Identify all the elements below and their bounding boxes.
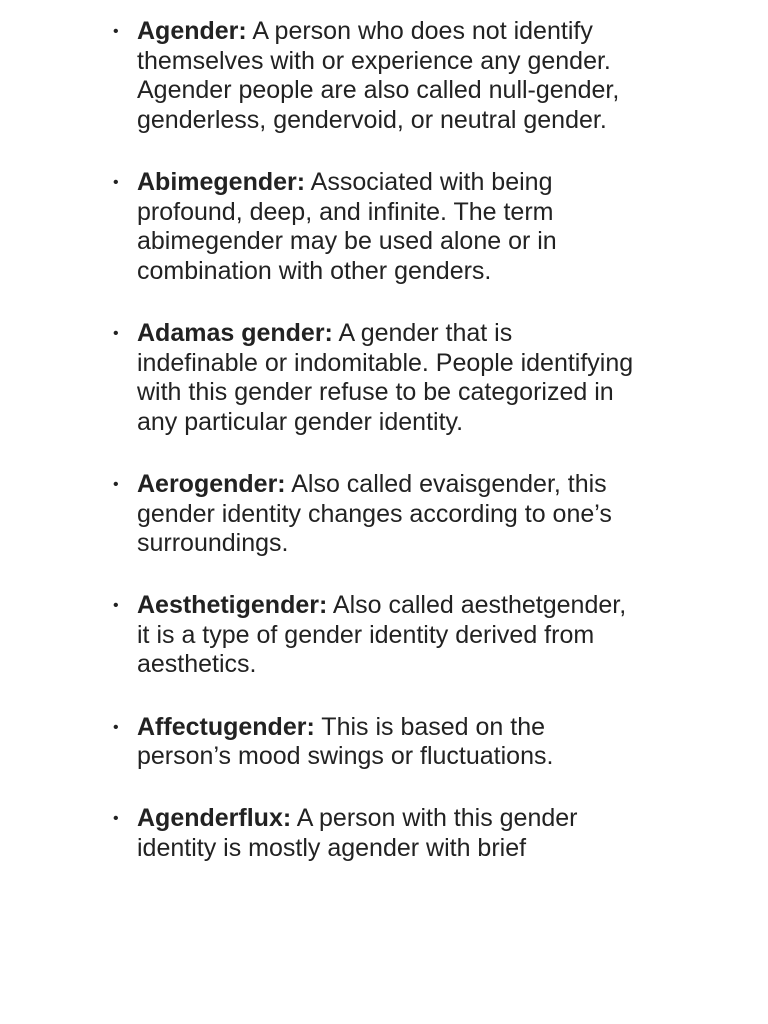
term-name: Affectugender: bbox=[137, 712, 315, 741]
list-item-agender bbox=[0, 17, 634, 135]
term-name: Agender: bbox=[137, 17, 247, 45]
bullet-icon: • bbox=[113, 718, 119, 736]
bullet-icon: • bbox=[113, 173, 119, 191]
article-content bbox=[0, 17, 768, 896]
term-definition: A person who does not identify themselves with or experience any gender. Agender people are also called null-gender, genderless, gendervoid, or neutral gender. bbox=[137, 17, 620, 134]
bullet-icon: • bbox=[113, 23, 119, 40]
term-definition: This is based on the person’s mood swings or fluctuations. bbox=[137, 712, 554, 771]
term-name: Adamas gender: bbox=[137, 318, 333, 347]
term-definition: Also called evaisgender, this gender identity changes according to one’s surroundings. bbox=[137, 469, 612, 558]
term-name: Abimegender: bbox=[137, 167, 306, 196]
bullet-icon: • bbox=[113, 324, 119, 342]
term-definition: A person with this gender identity is mostly agender with brief bbox=[137, 804, 578, 863]
term-definition: A gender that is indefinable or indomitable. People identifying with this gender refuse to be categorized in any particular gender identity. bbox=[137, 318, 634, 436]
list-item-agenderflux bbox=[0, 804, 634, 863]
term-name: Agenderflux: bbox=[137, 804, 292, 833]
term-name: Aesthetigender: bbox=[137, 591, 328, 620]
list-item-adamas-gender bbox=[0, 319, 634, 437]
list-item-affectugender bbox=[0, 713, 634, 772]
bullet-icon: • bbox=[113, 810, 119, 828]
bullet-icon: • bbox=[113, 597, 119, 615]
list-item-aerogender bbox=[0, 470, 634, 559]
term-definition: Also called aesthetgender, it is a type of gender identity derived from aesthetics. bbox=[137, 591, 627, 679]
list-item-aesthetigender bbox=[0, 591, 634, 680]
term-definition: Associated with being profound, deep, and infinite. The term abimegender may be used alone or in combination with other genders. bbox=[137, 167, 557, 285]
term-name: Aerogender: bbox=[137, 469, 286, 498]
list-item-abimegender bbox=[0, 168, 634, 286]
bullet-icon: • bbox=[113, 475, 119, 493]
gender-term-list bbox=[0, 17, 768, 864]
